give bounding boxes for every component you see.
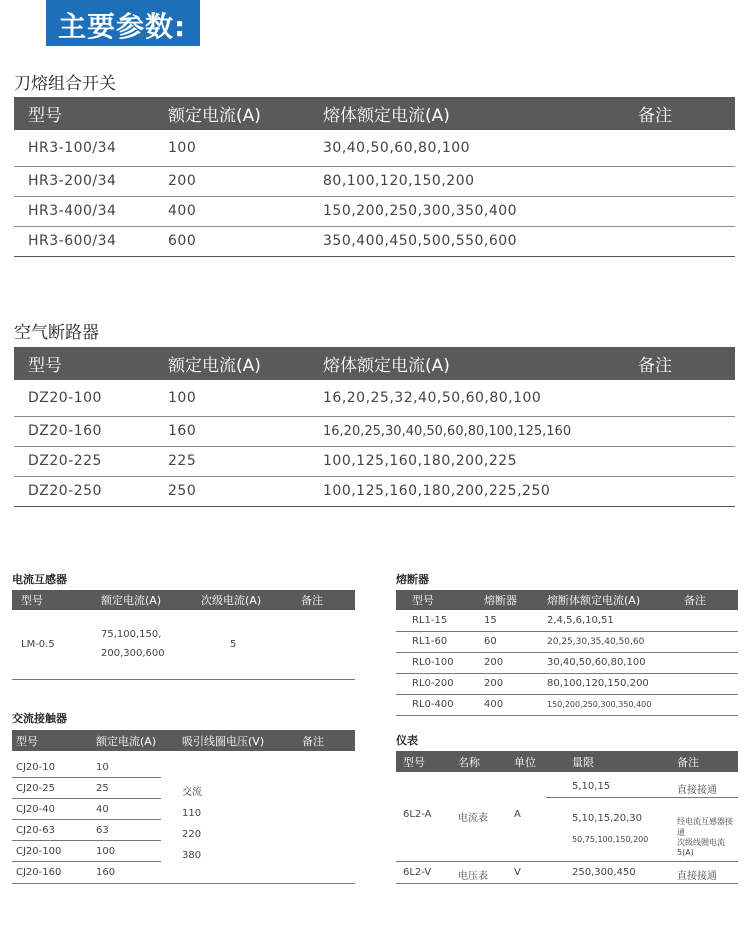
fuse-title: 熔断器	[396, 573, 429, 586]
cell-remark	[301, 610, 355, 679]
header-fuse-element-current: 熔断体额定电流(A)	[547, 590, 684, 610]
cell-model: DZ20-160	[14, 416, 168, 446]
cell-range: 5,10,15	[572, 781, 611, 792]
meter-title: 仪表	[396, 734, 418, 747]
cell-fuse-current: 16,20,25,32,40,50,60,80,100	[323, 380, 638, 416]
table-row	[14, 446, 735, 476]
cell-rated-current: 100	[96, 846, 116, 857]
cell-rated-current: 10	[96, 762, 109, 773]
cell-model: LM-0.5	[12, 610, 101, 679]
cell-model: DZ20-250	[14, 476, 168, 506]
table-header	[14, 97, 735, 130]
cell-rated-current: 160	[168, 416, 323, 446]
cell-rated-current: 160	[96, 867, 116, 878]
header-fuse-current: 熔体额定电流(A)	[323, 97, 638, 130]
cell-rated-current: 250	[168, 476, 323, 506]
cell-model: RL0-200	[396, 673, 484, 694]
table-row	[12, 610, 355, 679]
cell-model: RL0-400	[396, 694, 484, 715]
section-banner	[46, 0, 200, 46]
cell-fuse: 200	[484, 652, 547, 673]
header-remark: 备注	[677, 756, 699, 769]
header-rated-current: 额定电流(A)	[101, 590, 201, 610]
table-row	[396, 673, 738, 694]
meter-row-rule	[396, 883, 738, 884]
table-row	[14, 476, 735, 506]
cell-fuse: 15	[484, 610, 547, 631]
knife-switch-title: 刀熔组合开关	[14, 74, 116, 94]
cell-unit: V	[514, 867, 521, 878]
cell-model: CJ20-40	[16, 804, 55, 815]
cell-rated-current: 100	[168, 380, 323, 416]
cell-remark: 直接接通	[677, 785, 717, 796]
cell-remark	[638, 416, 735, 446]
cell-model: 6L2-A	[403, 809, 432, 820]
cell-fuse: 60	[484, 631, 547, 652]
cell-remark	[638, 130, 735, 166]
table-row	[396, 610, 738, 631]
ct-title: 电流互感器	[12, 573, 67, 586]
cell-model: 6L2-V	[403, 867, 432, 878]
contactor-title: 交流接触器	[12, 712, 67, 725]
cell-fuse-current: 16,20,25,30,40,50,60,80,100,125,160	[323, 416, 638, 446]
banner-title: 主要参数:	[58, 10, 187, 43]
cell-fuse-current: 30,40,50,60,80,100	[323, 130, 638, 166]
cell-current-line: 200,300,600	[101, 648, 165, 660]
cell-rated-current	[101, 610, 201, 679]
header-remark: 备注	[301, 590, 355, 610]
cell-remark	[638, 380, 735, 416]
table-row	[12, 778, 161, 799]
cell-fuse-current: 100,125,160,180,200,225	[323, 446, 638, 476]
header-remark: 备注	[684, 590, 738, 610]
coil-voltage-value: 交流	[182, 787, 202, 798]
header-unit: 单位	[514, 756, 536, 769]
cell-fuse-element-current: 30,40,50,60,80,100	[547, 652, 684, 673]
cell-model: HR3-200/34	[14, 166, 168, 196]
cell-remark	[684, 652, 738, 673]
header-rated-current: 额定电流(A)	[168, 97, 323, 130]
header-rated-current: 额定电流(A)	[168, 347, 323, 380]
fuse-table	[396, 590, 738, 716]
cell-unit: A	[514, 809, 521, 820]
cell-rated-current: 200	[168, 166, 323, 196]
cell-remark: 直接接通	[677, 871, 717, 882]
table-row	[396, 631, 738, 652]
knife-switch-table	[14, 97, 735, 257]
cell-model: CJ20-25	[16, 783, 55, 794]
header-name: 名称	[458, 756, 480, 769]
table-row	[396, 694, 738, 715]
header-model: 型号	[396, 590, 484, 610]
cell-fuse: 200	[484, 673, 547, 694]
ct-table	[12, 590, 355, 680]
header-remark: 备注	[302, 735, 324, 748]
cell-remark: 次级线圈电流5(A)	[677, 838, 725, 857]
cell-remark	[684, 694, 738, 715]
cell-current-line: 75,100,150,	[101, 629, 162, 641]
contactor-rows	[12, 757, 161, 883]
cell-model: RL1-60	[396, 631, 484, 652]
table-row	[14, 130, 735, 166]
table-row	[12, 820, 161, 841]
cell-range: 50,75,100,150,200	[572, 835, 649, 844]
cell-fuse-current: 150,200,250,300,350,400	[323, 196, 638, 226]
cell-remark	[638, 166, 735, 196]
cell-remark: 经电流互感器接通	[677, 817, 733, 837]
table-row	[14, 196, 735, 226]
table-row	[12, 757, 161, 778]
table-row	[12, 841, 161, 862]
cell-model: DZ20-225	[14, 446, 168, 476]
coil-voltage-list	[182, 782, 202, 866]
cell-rated-current: 225	[168, 446, 323, 476]
cell-fuse: 400	[484, 694, 547, 715]
cell-fuse-element-current: 2,4,5,6,10,51	[547, 610, 684, 631]
cell-fuse-element-current: 20,25,30,35,40,50,60	[547, 631, 684, 652]
table-row	[14, 416, 735, 446]
cell-name: 电压表	[458, 871, 488, 882]
cell-model: CJ20-10	[16, 762, 55, 773]
cell-secondary-current: 5	[201, 610, 301, 679]
cell-model: CJ20-100	[16, 846, 62, 857]
header-secondary-current: 次级电流(A)	[201, 590, 301, 610]
meter-row-rule	[396, 861, 738, 862]
table-row	[14, 380, 735, 416]
table-row	[14, 166, 735, 196]
cell-remark	[638, 446, 735, 476]
cell-rated-current: 63	[96, 825, 109, 836]
header-fuse: 熔断器	[484, 590, 547, 610]
header-fuse-current: 熔体额定电流(A)	[323, 347, 638, 380]
cell-model: RL0-100	[396, 652, 484, 673]
cell-remark	[638, 196, 735, 226]
header-remark: 备注	[638, 347, 735, 380]
meter-table-body	[396, 772, 738, 884]
header-remark: 备注	[638, 97, 735, 130]
cell-fuse-current: 100,125,160,180,200,225,250	[323, 476, 638, 506]
header-model: 型号	[403, 756, 425, 769]
header-coil-voltage: 吸引线圈电压(V)	[182, 735, 265, 748]
cell-fuse-current: 350,400,450,500,550,600	[323, 226, 638, 256]
cell-rated-current: 600	[168, 226, 323, 256]
cell-model: RL1-15	[396, 610, 484, 631]
cell-remark	[684, 673, 738, 694]
table-row	[12, 862, 161, 883]
cell-rated-current: 100	[168, 130, 323, 166]
coil-voltage-value: 220	[182, 829, 202, 840]
cell-range: 250,300,450	[572, 867, 636, 878]
cell-name: 电流表	[458, 813, 488, 824]
cell-rated-current: 400	[168, 196, 323, 226]
table-row	[396, 652, 738, 673]
meter-table-header	[396, 751, 738, 772]
cell-fuse-element-current: 80,100,120,150,200	[547, 673, 684, 694]
header-rated-current: 额定电流(A)	[96, 735, 157, 748]
cell-model: HR3-600/34	[14, 226, 168, 256]
contactor-bottom-rule	[12, 883, 355, 884]
table-header	[12, 590, 355, 610]
table-header	[396, 590, 738, 610]
cell-rated-current: 40	[96, 804, 109, 815]
coil-voltage-value: 110	[182, 808, 202, 819]
table-row	[14, 226, 735, 256]
header-model: 型号	[14, 347, 168, 380]
cell-remark	[638, 226, 735, 256]
cell-remark	[684, 610, 738, 631]
cell-fuse-current: 80,100,120,150,200	[323, 166, 638, 196]
coil-voltage-value: 380	[182, 850, 202, 861]
header-range: 量限	[572, 756, 594, 769]
cell-range: 5,10,15,20,30	[572, 813, 642, 824]
cell-rated-current: 25	[96, 783, 109, 794]
cell-model: DZ20-100	[14, 380, 168, 416]
air-breaker-table	[14, 347, 735, 507]
cell-remark	[684, 631, 738, 652]
cell-remark	[638, 476, 735, 506]
header-model: 型号	[16, 735, 38, 748]
meter-row-rule	[546, 797, 738, 798]
cell-fuse-element-current: 150,200,250,300,350,400	[547, 694, 684, 715]
table-header	[14, 347, 735, 380]
table-row	[12, 799, 161, 820]
header-model: 型号	[14, 97, 168, 130]
cell-model: HR3-400/34	[14, 196, 168, 226]
contactor-table-header	[12, 730, 355, 751]
cell-model: CJ20-63	[16, 825, 55, 836]
cell-model: HR3-100/34	[14, 130, 168, 166]
header-model: 型号	[12, 590, 101, 610]
air-breaker-title: 空气断路器	[14, 323, 99, 343]
cell-model: CJ20-160	[16, 867, 62, 878]
